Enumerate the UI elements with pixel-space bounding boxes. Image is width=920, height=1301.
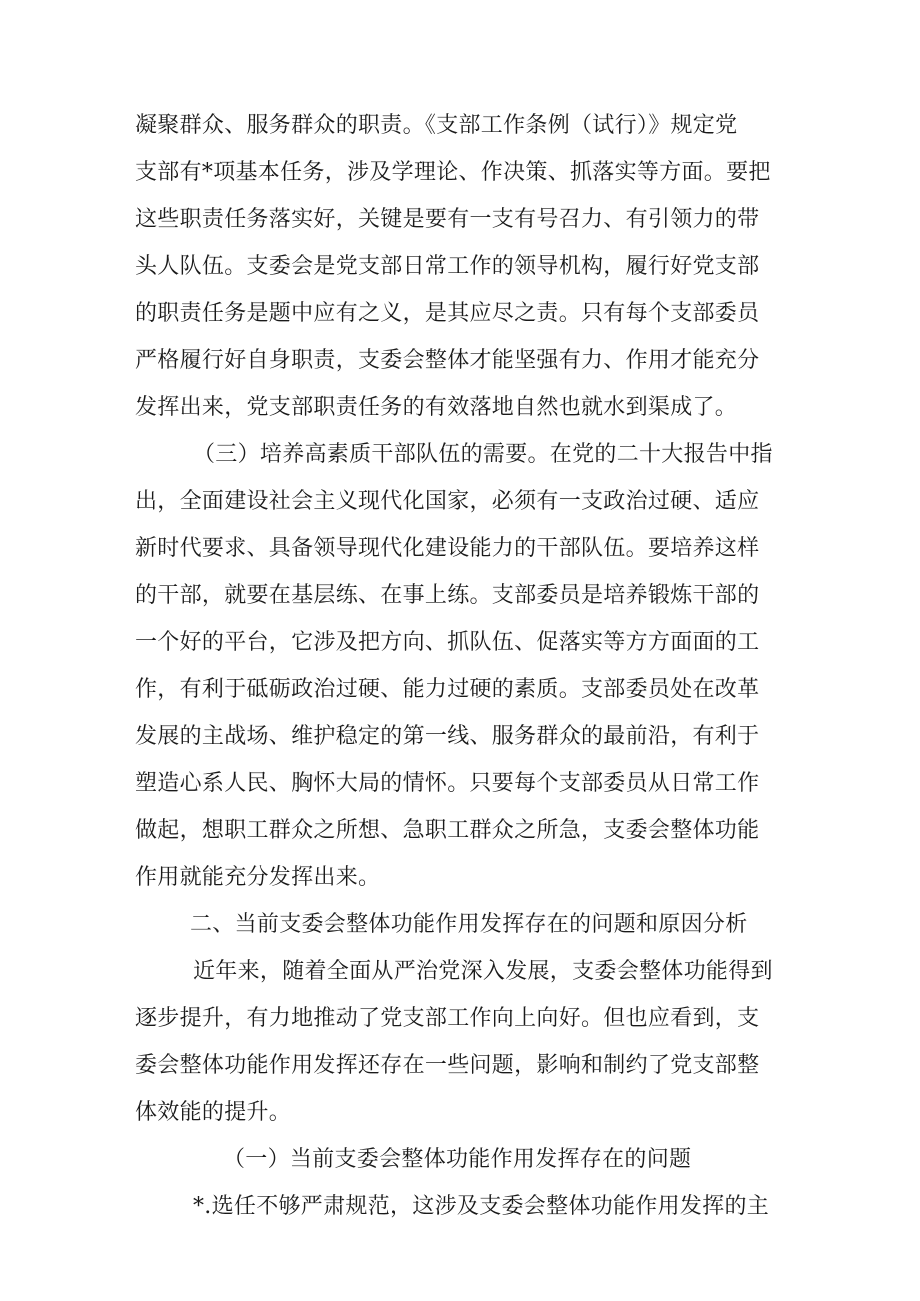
paragraph-line: 严格履行好自身职责，支委会整体才能坚强有力、作用才能充分: [135, 348, 760, 373]
paragraph-line: 作，有利于砥砺政治过硬、能力过硬的素质。支部委员处在改革: [135, 677, 760, 702]
paragraph-line: 出，全面建设社会主义现代化国家，必须有一支政治过硬、适应: [135, 489, 760, 514]
paragraph-line: *.选任不够严肃规范，这涉及支委会整体功能作用发挥的主: [193, 1194, 770, 1219]
paragraph-line: 新时代要求、具备领导现代化建设能力的干部队伍。要培养这样: [135, 536, 760, 561]
paragraph-line: 塑造心系人民、胸怀大局的情怀。只要每个支部委员从日常工作: [135, 771, 760, 796]
paragraph-line: 体效能的提升。: [135, 1100, 292, 1125]
paragraph-line: 的干部，就要在基层练、在事上练。支部委员是培养锻炼干部的: [135, 583, 760, 608]
subsection-heading: （一）当前支委会整体功能作用发挥存在的问题: [223, 1147, 692, 1172]
paragraph-line: 近年来，随着全面从严治党深入发展，支委会整体功能得到: [193, 959, 773, 984]
paragraph-line: 头人队伍。支委会是党支部日常工作的领导机构，履行好党支部: [135, 254, 760, 279]
paragraph-line: 的职责任务是题中应有之义，是其应尽之责。只有每个支部委员: [135, 301, 760, 326]
paragraph-line: 支部有*项基本任务，涉及学理论、作决策、抓落实等方面。要把: [135, 160, 771, 185]
paragraph-line: 发挥出来，党支部职责任务的有效落地自然也就水到渠成了。: [135, 395, 738, 420]
paragraph-line: 发展的主战场、维护稳定的第一线、服务群众的最前沿，有利于: [135, 724, 760, 749]
paragraph-line: （三）培养高素质干部队伍的需要。在党的二十大报告中指: [193, 442, 773, 467]
document-body: [135, 102, 785, 1230]
section-heading: 二、当前支委会整体功能作用发挥存在的问题和原因分析: [190, 912, 748, 937]
paragraph-line: 凝聚群众、服务群众的职责。《支部工作条例（试行）》规定党: [135, 113, 738, 138]
paragraph-line: 这些职责任务落实好，关键是要有一支有号召力、有引领力的带: [135, 207, 760, 232]
paragraph-line: 逐步提升，有力地推动了党支部工作向上向好。但也应看到，支: [135, 1006, 760, 1031]
paragraph-line: 一个好的平台，它涉及把方向、抓队伍、促落实等方方面面的工: [135, 630, 760, 655]
paragraph-line: 委会整体功能作用发挥还存在一些问题，影响和制约了党支部整: [135, 1053, 760, 1078]
paragraph-line: 作用就能充分发挥出来。: [135, 865, 381, 890]
paragraph-line: 做起，想职工群众之所想、急职工群众之所急，支委会整体功能: [135, 818, 760, 843]
